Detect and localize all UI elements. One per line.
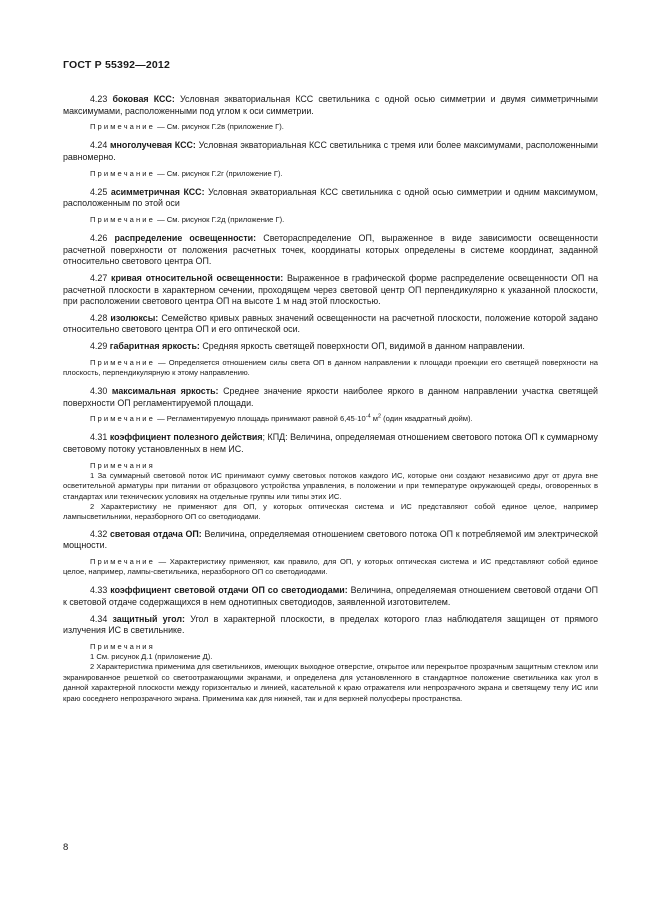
page-number: 8: [63, 842, 69, 853]
section-4-28: 4.28 изолюксы: Семейство кривых равных значений освещенности на расчетной плоскости, положение которой задано относительно светового центра ОП и его оптической оси.: [63, 312, 598, 335]
notes-4-34: [63, 642, 598, 704]
notes-4-31: [63, 461, 598, 523]
section-4-34: 4.34 защитный угол: Угол в характерной плоскости, в пределах которого глаз наблюдателя защищен от прямого излучения ИС в светильнике.: [63, 613, 599, 636]
note-4-29: Примечание — Определяется отношением силы света ОП в данном направлении к площади проекции его светящей поверхности на плоскость, перпендикулярную к этому направлению.: [63, 357, 598, 377]
section-4-23: 4.23 боковая КСС: Условная экваториальная КСС светильника с одной осью симметрии и двумя симметричными максимумами, расположенными под углом к оси симметрии.: [63, 94, 598, 116]
document-body: [63, 94, 598, 710]
section-4-27: 4.27 кривая относительной освещенности: Выраженное в графической форме распределение освещенности ОП на расчетной плоскости в характерном сечении, проходящем через световой центр ОП перпендикулярно к указанной плоскости, при расположении светового центра ОП на высоте 1 м над этой плоскостью.: [63, 272, 599, 307]
note-item: 2 Характеристика применима для светильников, имеющих выходное отверстие, открытое или перекрытое прозрачным защитным стеклом или экранированное решеткой со светоотражающими экранами, и определена для установленного в стандартное положение светильника как угол в данной характерной плоскости между горизонталью и линией, касательной к краю отражателя или непрозрачного экрана и светящему телу ИС или краю соседнего непрозрачного экрана. Применима как для нижней, так и для верхней полусферы пространства.: [63, 662, 598, 703]
notes-title: Примечания: [90, 641, 155, 651]
section-4-29: 4.29 габаритная яркость: Средняя яркость светящей поверхности ОП, видимой в данном направлении.: [90, 340, 525, 351]
note-item: 1 За суммарный световой поток ИС принимают сумму световых потоков каждого ИС, которые они создают независимо друг от друга вне осветительной арматуры при питании от образцового устройства управления, в положении и при температуре окружающей среды, оговоренных в стандартах или технических условиях на отдельные группы или типы этих ИС.: [63, 470, 598, 501]
note-4-30: Примечание — Регламентируемую площадь принимают равной $6,45\cdot 10^{-4}$ $м^2$ (один квадратный дюйм).: [90, 413, 473, 424]
section-4-32: 4.32 световая отдача ОП: Величина, определяемая отношением светового потока ОП к потребляемой им электрической мощности.: [63, 528, 599, 551]
section-4-31: 4.31 коэффициент полезного действия; КПД: Величина, определяемая отношением светового потока ОП к суммарному световому потоку установленных в нем ИС.: [63, 432, 598, 454]
document-header: ГОСТ Р 55392—2012: [63, 59, 171, 71]
note-4-32: Примечание — Характеристику применяют, как правило, для ОП, у которых оптическая система и ИС представляют собой единое целое, например, лампы-светильника, неразборного ОП со светодиодами.: [63, 556, 598, 577]
section-4-26: 4.26 распределение освещенности: Светораспределение ОП, выраженное в виде зависимости освещенности расчетной поверхности от положения расчетных точек, координаты которых определены в системе координат, заданной относительно светового центра ОП.: [63, 233, 599, 267]
section-4-25: 4.25 асимметричная КСС: Условная экваториальная КСС светильника с одной осью симметрии и одним максимумом, расположенным по этой оси: [63, 186, 598, 209]
notes-title: Примечания: [90, 460, 155, 470]
section-4-30: 4.30 максимальная яркость: Среднее значение яркости наиболее яркого в данном направлении участка светящей поверхности ОП регламентируемой площади.: [63, 385, 598, 408]
section-4-24: 4.24 многолучевая КСС: Условная экваториальная КСС светильника с тремя или более максимумами, расположенными равномерно.: [63, 140, 598, 162]
note-4-23: Примечание — См. рисунок Г.2в (приложение Г).: [90, 122, 284, 132]
note-item: 2 Характеристику не применяют для ОП, у которых оптическая система и ИС представляют собой единое целое, например лампысветильники, неразборного ОП со светодиодами.: [63, 501, 598, 522]
note-4-24: Примечание — См. рисунок Г.2г (приложение Г).: [90, 168, 283, 178]
note-item: 1 См. рисунок Д.1 (приложение Д).: [90, 651, 213, 661]
note-4-25: Примечание — См. рисунок Г.2д (приложение Г).: [90, 214, 285, 224]
section-4-33: 4.33 коэффициент световой отдачи ОП со светодиодами: Величина, определяемая отношением световой отдачи ОП к световой отдаче содержащихся в нем однотипных светодиодов, заявленной изготовителем.: [63, 585, 599, 607]
